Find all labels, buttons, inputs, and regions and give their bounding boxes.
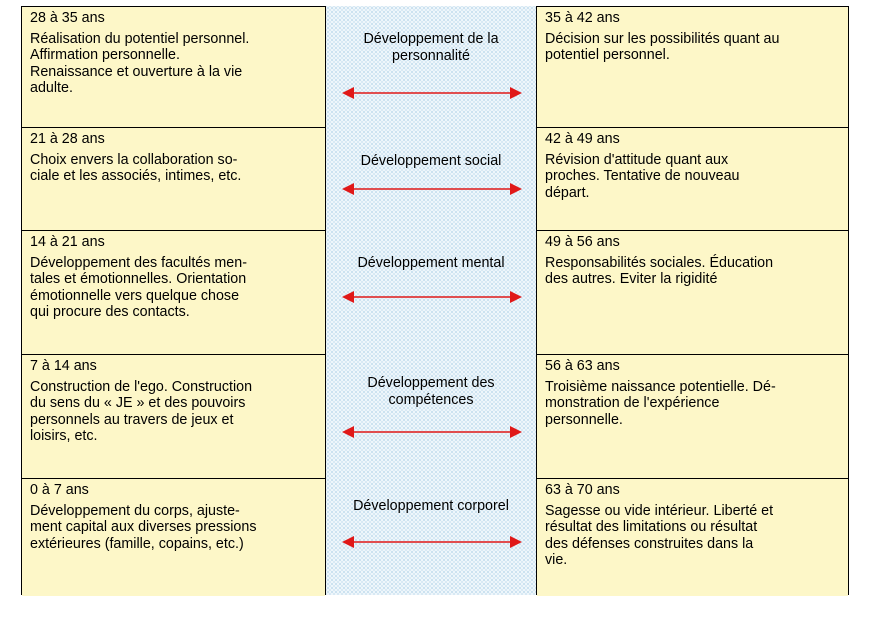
double-arrow-icon [342, 535, 522, 549]
development-label: Développement des compétences [367, 375, 495, 408]
development-label: Développement de la personnalité [363, 31, 499, 64]
stage-age-range: 14 à 21 ans [30, 234, 105, 250]
stage-description: Construction de l'ego. Construction du sens du « JE » et des pouvoirs personnels au travers de jeux et loisirs, etc. [30, 378, 253, 444]
stage-description: Développement des facultés men- tales et émotionnelles. Orientation émotionnelle vers quelque chose qui procure des contacts. [30, 254, 247, 320]
double-arrow-icon [342, 182, 522, 196]
stage-description: Choix envers la collaboration so- ciale et les associés, intimes, etc. [30, 151, 242, 184]
right-stage-cell [537, 7, 848, 128]
left-column [21, 6, 326, 595]
stage-age-range: 63 à 70 ans [545, 482, 620, 498]
left-stage-cell [22, 7, 325, 128]
double-arrow-icon [342, 290, 522, 304]
stage-description: Décision sur les possibilités quant au potentiel personnel. [545, 30, 780, 63]
left-stage-cell [22, 231, 325, 355]
development-connector [326, 127, 536, 230]
stage-age-range: 56 à 63 ans [545, 358, 620, 374]
development-label: Développement mental [357, 255, 505, 271]
stage-age-range: 42 à 49 ans [545, 131, 620, 147]
stage-description: Réalisation du potentiel personnel. Affirmation personnelle. Renaissance et ouverture à la vie adulte. [30, 30, 250, 96]
development-connector [326, 478, 536, 595]
stage-description: Troisième naissance potentielle. Dé- monstration de l'expérience personnelle. [545, 378, 776, 428]
stage-age-range: 49 à 56 ans [545, 234, 620, 250]
right-stage-cell [537, 355, 848, 479]
right-stage-cell [537, 128, 848, 231]
stage-age-range: 7 à 14 ans [30, 358, 97, 374]
double-arrow-icon [342, 86, 522, 100]
left-stage-cell [22, 355, 325, 479]
right-column [536, 6, 849, 595]
development-label: Développement corporel [353, 498, 509, 514]
right-stage-cell [537, 479, 848, 596]
development-connector [326, 354, 536, 478]
left-stage-cell [22, 479, 325, 596]
stage-age-range: 35 à 42 ans [545, 10, 620, 26]
stage-description: Responsabilités sociales. Éducation des autres. Eviter la rigidité [545, 254, 774, 287]
right-stage-cell [537, 231, 848, 355]
double-arrow-icon [342, 425, 522, 439]
stage-age-range: 0 à 7 ans [30, 482, 89, 498]
stage-description: Révision d'attitude quant aux proches. Tentative de nouveau départ. [545, 151, 740, 201]
stage-age-range: 21 à 28 ans [30, 131, 105, 147]
development-connector [326, 6, 536, 127]
stage-age-range: 28 à 35 ans [30, 10, 105, 26]
stage-description: Sagesse ou vide intérieur. Liberté et résultat des limitations ou résultat des défenses construites dans la vie. [545, 502, 774, 568]
stage-description: Développement du corps, ajuste- ment capital aux diverses pressions extérieures (famille, copains, etc.) [30, 502, 257, 552]
development-label: Développement social [360, 153, 502, 169]
left-stage-cell [22, 128, 325, 231]
development-connector [326, 230, 536, 354]
